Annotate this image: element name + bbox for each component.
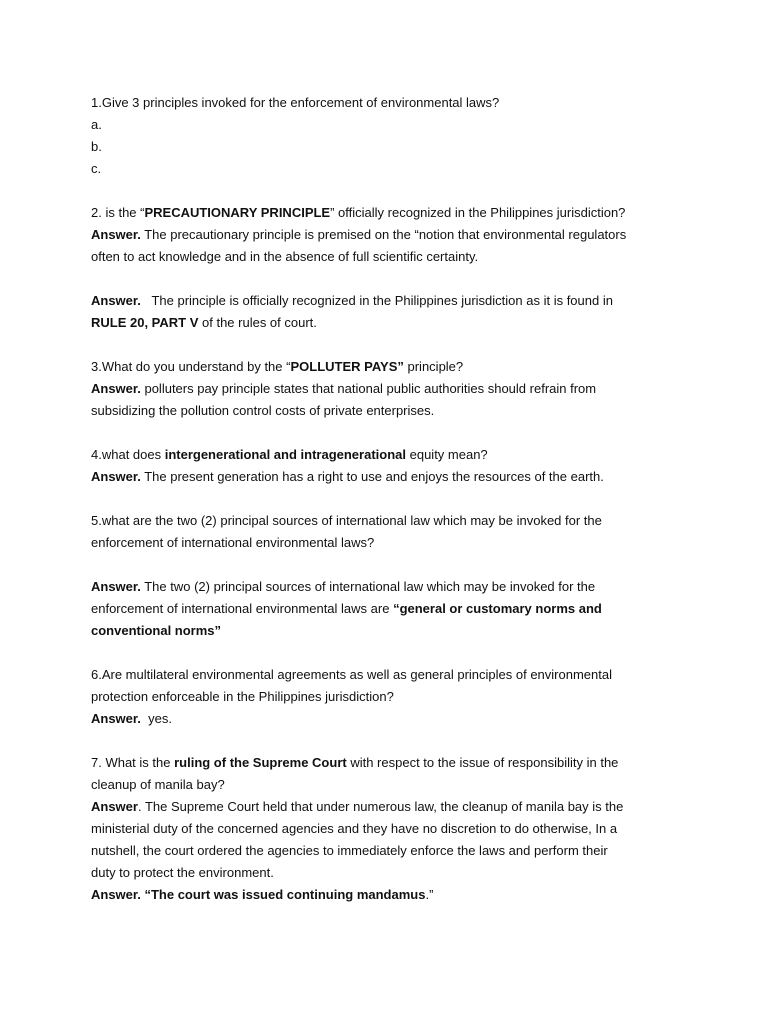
document-page bbox=[91, 92, 681, 906]
emphasis-run: ruling of the Supreme Court bbox=[174, 755, 347, 770]
emphasis-run: “general or customary norms and bbox=[393, 601, 602, 616]
text-run: protection enforceable in the Philippines jurisdiction? bbox=[91, 689, 394, 704]
text-run: of the rules of court. bbox=[198, 315, 317, 330]
text-run: .” bbox=[425, 887, 434, 902]
question-3 bbox=[91, 356, 681, 378]
answer-label: Answer. bbox=[91, 381, 141, 396]
answer-label: Answer. bbox=[91, 711, 141, 726]
text-run: The precautionary principle is premised on the “notion that environmental regulators bbox=[140, 227, 627, 242]
answer-3-line-2 bbox=[91, 400, 681, 422]
answer-7b-line-1 bbox=[91, 884, 681, 906]
answer-5-line-2 bbox=[91, 598, 681, 620]
text-run: 4.what does bbox=[91, 447, 165, 462]
text-run: often to act knowledge and in the absence of full scientific certainty. bbox=[91, 249, 479, 264]
item-c-label: c. bbox=[91, 161, 102, 176]
item-a-label: a. bbox=[91, 117, 102, 132]
answer-7-line-3 bbox=[91, 840, 681, 862]
answer-label: Answer. bbox=[91, 293, 141, 308]
answer-label: Answer. bbox=[91, 579, 141, 594]
text-run: ” officially recognized in the Philippines jurisdiction? bbox=[330, 205, 626, 220]
answer-5-line-1 bbox=[91, 576, 681, 598]
text-run: nutshell, the court ordered the agencies to immediately enforce the laws and perform their bbox=[91, 843, 608, 858]
answer-2b-line-2 bbox=[91, 312, 681, 334]
answer-label: Answer bbox=[91, 799, 138, 814]
text-run: The principle is officially recognized in the Philippines jurisdiction as it is found in bbox=[140, 293, 613, 308]
text-run: cleanup of manila bay? bbox=[91, 777, 225, 792]
emphasis-run: POLLUTER PAYS” bbox=[290, 359, 404, 374]
answer-3-line-1 bbox=[91, 378, 681, 400]
question-5-line-1 bbox=[91, 510, 681, 532]
answer-4-line-1 bbox=[91, 466, 681, 488]
text-run: enforcement of international environmental laws? bbox=[91, 535, 375, 550]
answer-2b-line-1 bbox=[91, 290, 681, 312]
answer-2-line-1 bbox=[91, 224, 681, 246]
text-run: yes. bbox=[140, 711, 172, 726]
answer-7-line-4 bbox=[91, 862, 681, 884]
answer-5-line-3 bbox=[91, 620, 681, 642]
question-7-line-1 bbox=[91, 752, 681, 774]
question-1-text: 1.Give 3 principles invoked for the enforcement of environmental laws? bbox=[91, 95, 500, 110]
emphasis-run: “The court was issued continuing mandamus bbox=[140, 887, 426, 902]
text-run: 7. What is the bbox=[91, 755, 175, 770]
text-run: with respect to the issue of responsibility in the bbox=[346, 755, 619, 770]
text-run: enforcement of international environmental laws are bbox=[91, 601, 394, 616]
text-run: 6.Are multilateral environmental agreements as well as general principles of environmental bbox=[91, 667, 612, 682]
text-run: . The Supreme Court held that under numerous law, the cleanup of manila bay is the bbox=[137, 799, 624, 814]
answer-label: Answer. bbox=[91, 227, 141, 242]
answer-7-line-2 bbox=[91, 818, 681, 840]
text-run: 2. is the “ bbox=[91, 205, 145, 220]
emphasis-run: PRECAUTIONARY PRINCIPLE bbox=[144, 205, 331, 220]
answer-label: Answer. bbox=[91, 887, 141, 902]
question-4 bbox=[91, 444, 681, 466]
item-b-label: b. bbox=[91, 139, 102, 154]
answer-label: Answer. bbox=[91, 469, 141, 484]
question-2 bbox=[91, 202, 681, 224]
question-5-line-2 bbox=[91, 532, 681, 554]
question-1-item-c bbox=[91, 158, 681, 180]
text-run: 3.What do you understand by the “ bbox=[91, 359, 291, 374]
question-6-line-1 bbox=[91, 664, 681, 686]
text-run: The present generation has a right to use and enjoys the resources of the earth. bbox=[140, 469, 604, 484]
emphasis-run: intergenerational and intragenerational bbox=[164, 447, 406, 462]
emphasis-run: RULE 20, PART V bbox=[91, 315, 199, 330]
emphasis-run: conventional norms” bbox=[91, 623, 222, 638]
text-run: principle? bbox=[403, 359, 464, 374]
text-run: 5.what are the two (2) principal sources of international law which may be invoked for the bbox=[91, 513, 602, 528]
text-run: The two (2) principal sources of international law which may be invoked for the bbox=[140, 579, 596, 594]
answer-7-line-1 bbox=[91, 796, 681, 818]
question-6-line-2 bbox=[91, 686, 681, 708]
question-1-item-a bbox=[91, 114, 681, 136]
text-run: equity mean? bbox=[406, 447, 488, 462]
text-run: subsidizing the pollution control costs of private enterprises. bbox=[91, 403, 435, 418]
question-1-item-b bbox=[91, 136, 681, 158]
question-1 bbox=[91, 92, 681, 114]
answer-2-line-2 bbox=[91, 246, 681, 268]
text-run: duty to protect the environment. bbox=[91, 865, 274, 880]
answer-6-line-1 bbox=[91, 708, 681, 730]
text-run: ministerial duty of the concerned agencies and they have no discretion to do otherwise, In a bbox=[91, 821, 618, 836]
text-run: polluters pay principle states that national public authorities should refrain from bbox=[140, 381, 597, 396]
question-7-line-2 bbox=[91, 774, 681, 796]
